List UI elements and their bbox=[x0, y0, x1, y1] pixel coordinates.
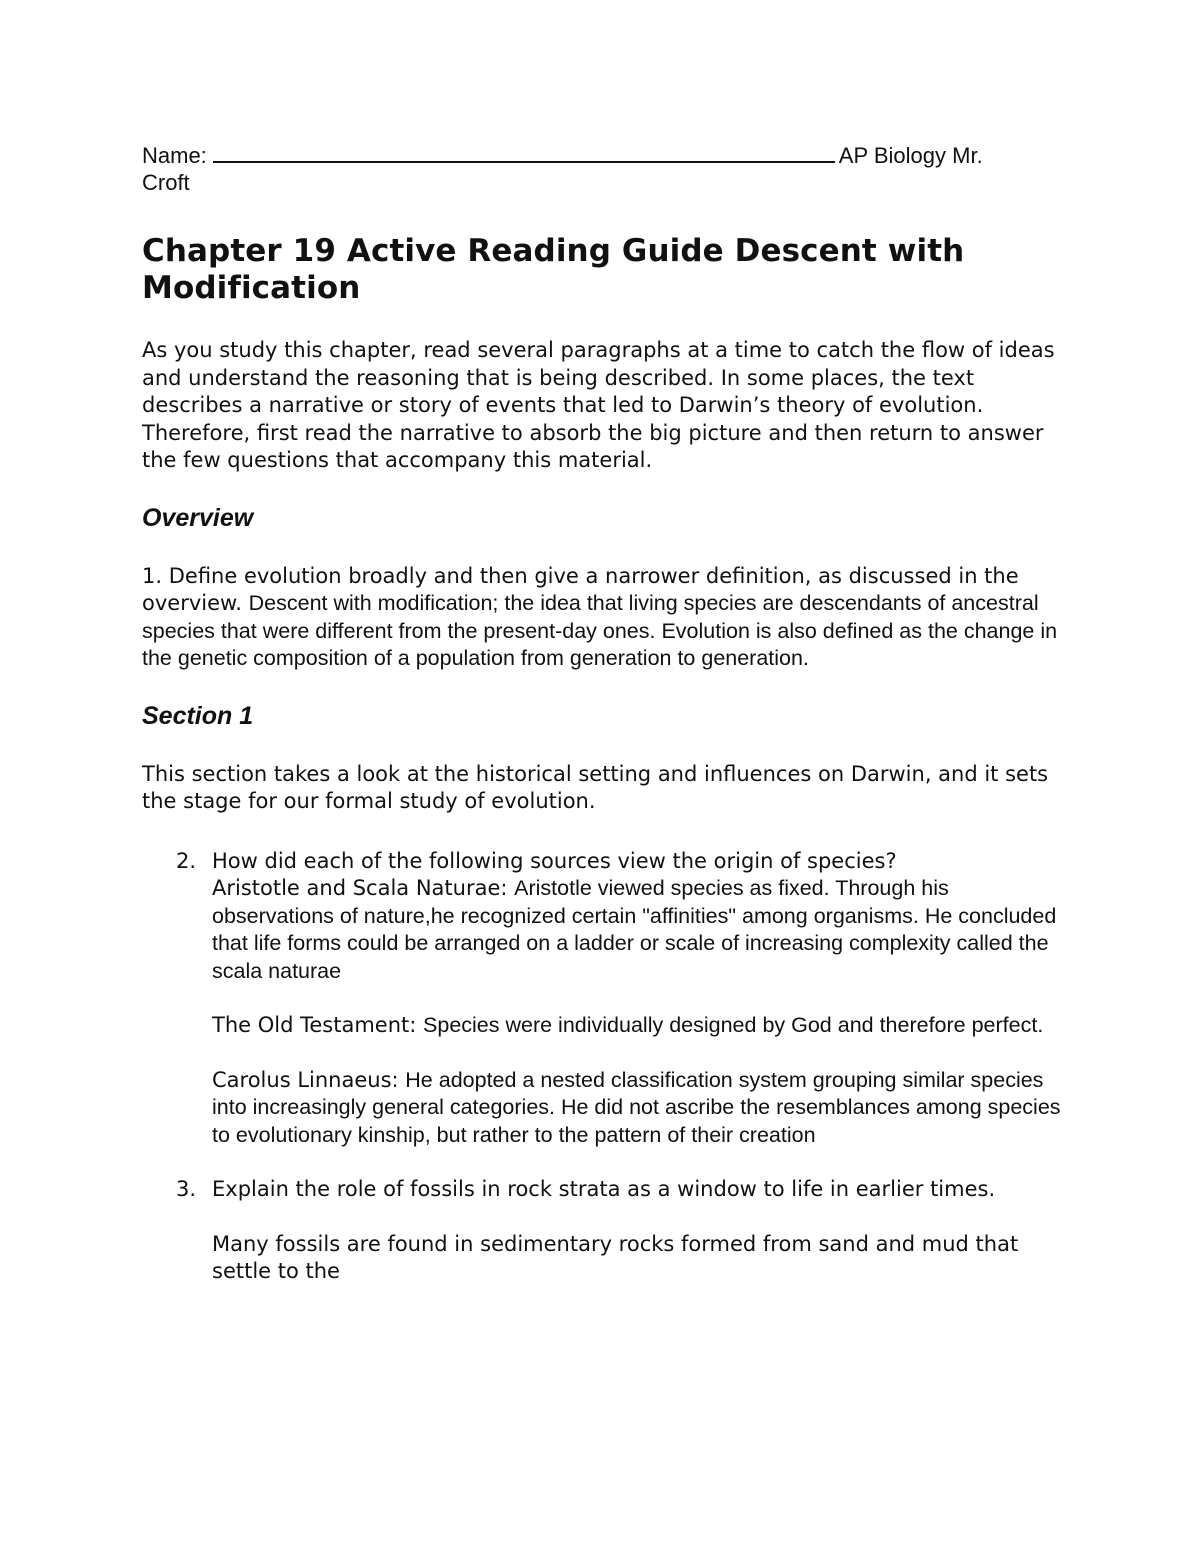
document-page bbox=[142, 142, 1062, 1286]
question-2 bbox=[142, 848, 1062, 1150]
aristotle-label: Aristotle and Scala Naturae: bbox=[212, 876, 508, 900]
question-3-number: 3. bbox=[176, 1177, 197, 1201]
name-blank-line[interactable] bbox=[213, 143, 835, 163]
name-label: Name: bbox=[142, 143, 207, 168]
question-1-prompt: Define evolution broadly and then give a narrower definition, as discussed in the overview. bbox=[142, 563, 1019, 615]
overview-heading: Overview bbox=[142, 503, 254, 532]
linnaeus-label: Carolus Linnaeus: bbox=[212, 1067, 399, 1092]
question-list bbox=[142, 848, 1062, 1286]
linnaeus-item bbox=[212, 1067, 1062, 1150]
old-testament-item bbox=[212, 1012, 1062, 1040]
question-1-number: 1. bbox=[142, 563, 163, 588]
old-testament-label: The Old Testament: bbox=[212, 1013, 417, 1037]
question-1-answer: Descent with modification; the idea that living species are descendants of ancestral species that were different from the present-day ones. Evolution is also defined as the change in the genetic composition of a population from generation to generation. bbox=[142, 591, 1058, 670]
linnaeus-answer: He adopted a nested classification system grouping similar species into increasingly general categories. He did not ascribe the resemblances among species to evolutionary kinship, but rather to the pattern of their creation bbox=[212, 1067, 1061, 1147]
question-3-prompt: Explain the role of fossils in rock strata as a window to life in earlier times. bbox=[212, 1177, 996, 1201]
aristotle-item bbox=[212, 875, 1062, 985]
old-testament-answer: Species were individually designed by God and therefore perfect. bbox=[423, 1013, 1044, 1037]
question-3-answer: Many fossils are found in sedimentary rocks formed from sand and mud that settle to the bbox=[212, 1231, 1019, 1283]
aristotle-answer: Aristotle viewed species as fixed. Through his observations of nature,he recognized certain "affinities" among organisms. He concluded that life forms could be arranged on a ladder or scale of increasing complexity called the scala naturae bbox=[212, 876, 1057, 983]
question-3 bbox=[142, 1176, 1062, 1286]
section-1-intro: This section takes a look at the historical setting and influences on Darwin, and it sets the stage for our formal study of evolution. bbox=[142, 761, 1049, 813]
question-2-prompt: How did each of the following sources view the origin of species? bbox=[212, 848, 897, 873]
course-label: AP Biology Mr. bbox=[838, 143, 983, 168]
intro-paragraph: As you study this chapter, read several paragraphs at a time to catch the flow of ideas and understand the reasoning that is being described. In some places, the text describes a narrative or story of events that led to Darwin’s theory of evolution. Therefore, first read the narrative to absorb the big picture and then return to answer the few questions that accompany this material. bbox=[142, 338, 1055, 472]
page-title: Chapter 19 Active Reading Guide Descent with Modification bbox=[142, 233, 965, 306]
teacher-last-name: Croft bbox=[142, 170, 190, 195]
question-1 bbox=[142, 563, 1062, 673]
section-1-heading: Section 1 bbox=[142, 701, 254, 730]
question-2-number: 2. bbox=[176, 848, 197, 873]
header-line bbox=[142, 142, 1062, 196]
